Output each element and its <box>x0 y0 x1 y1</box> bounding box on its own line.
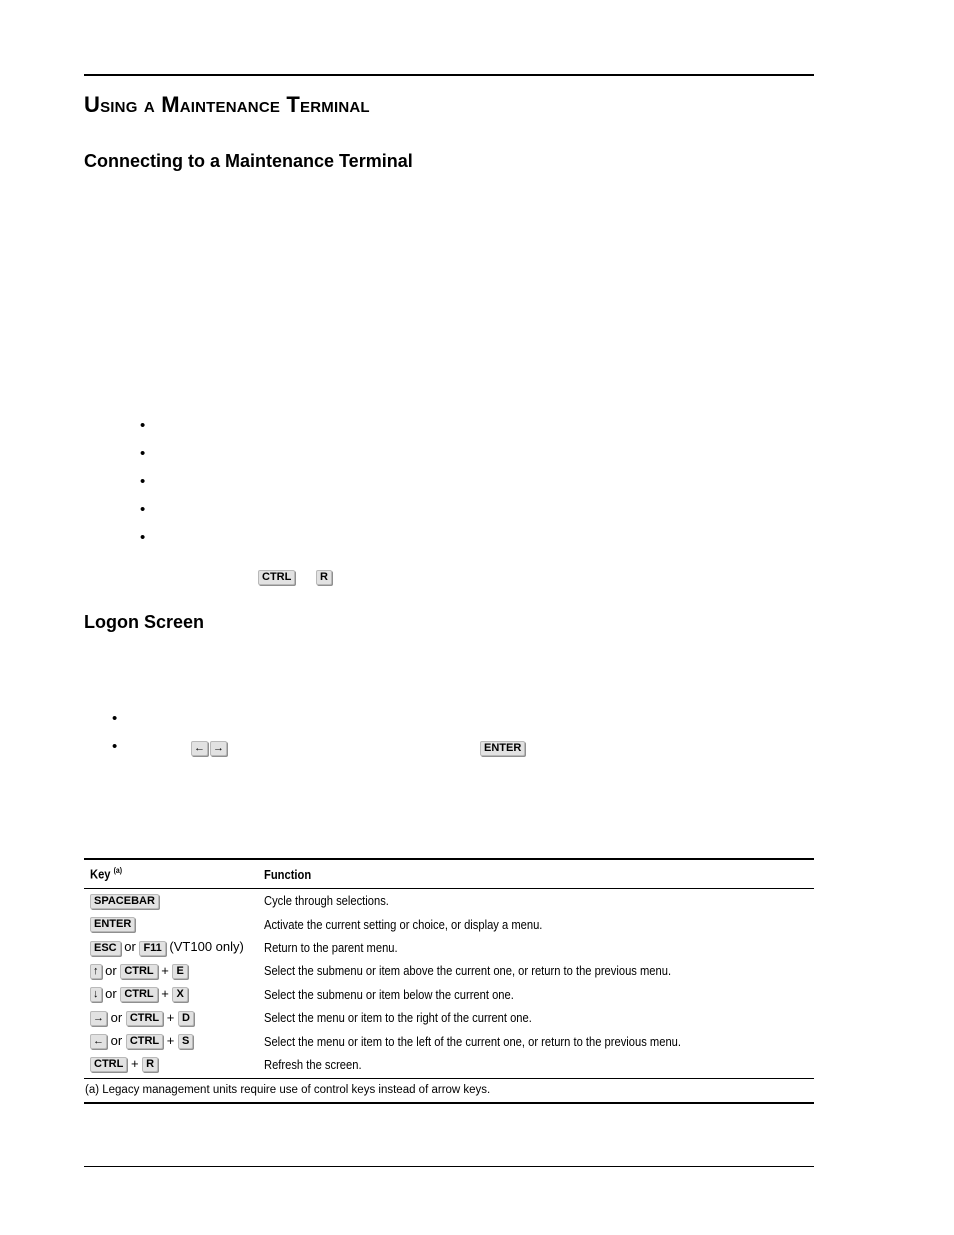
up-arrow-key: ↑ <box>90 964 102 979</box>
ctrl-key: CTRL <box>120 987 157 1002</box>
table-row <box>84 1053 814 1076</box>
plus-text: + <box>161 962 169 978</box>
ctrl-key: CTRL <box>120 964 157 979</box>
bullet-5: • <box>140 529 146 546</box>
enter-key: ENTER <box>90 917 135 932</box>
function-text: Cycle through selections. <box>264 893 389 909</box>
key-table <box>84 860 814 1076</box>
vt100-note: (VT100 only) <box>169 939 244 955</box>
table-row <box>84 936 814 959</box>
enter-key: ENTER <box>480 741 525 756</box>
function-text: Refresh the screen. <box>264 1056 362 1072</box>
table-row <box>84 1006 814 1029</box>
r-key: R <box>142 1057 158 1072</box>
section-title-connecting: Connecting to a Maintenance Terminal <box>84 151 413 171</box>
right-arrow-key: → <box>90 1011 107 1026</box>
or-text: or <box>110 1009 123 1025</box>
table-row <box>84 983 814 1006</box>
esc-key: ESC <box>90 941 121 956</box>
plus-text: + <box>166 1009 175 1025</box>
logon-bullet-2: • <box>112 738 118 755</box>
function-text: Select the submenu or item above the current one, or return to the previous menu. <box>264 963 672 979</box>
or-text: or <box>105 962 117 978</box>
down-arrow-key: ↓ <box>90 987 102 1002</box>
key-footnote-ref: (a) <box>113 866 123 876</box>
bullet-3: • <box>140 473 146 490</box>
table-header-row <box>84 860 814 889</box>
s-key: S <box>178 1034 193 1049</box>
function-text: Select the menu or item to the right of the current one. <box>264 1010 532 1026</box>
logon-bullet-1: • <box>112 710 118 727</box>
function-text: Select the menu or item to the left of the current one, or return to the previous menu. <box>264 1033 681 1049</box>
or-text: or <box>110 1033 123 1048</box>
plus-text: + <box>166 1033 175 1048</box>
left-arrow-key: ← <box>90 1034 107 1049</box>
ctrl-key: CTRL <box>258 570 295 585</box>
table-row <box>84 889 814 913</box>
page-title: Using a Maintenance Terminal <box>84 92 370 117</box>
table-row <box>84 1029 814 1052</box>
f11-key: F11 <box>139 941 165 956</box>
footer-rule <box>84 1166 814 1167</box>
section-title-logon: Logon Screen <box>84 612 205 632</box>
bullet-1: • <box>140 417 146 434</box>
function-text: Select the submenu or item below the current one. <box>264 986 514 1002</box>
table-row <box>84 912 814 935</box>
x-key: X <box>172 987 187 1002</box>
or-text: or <box>105 986 117 1002</box>
r-key: R <box>316 570 332 585</box>
ctrl-key: CTRL <box>126 1011 163 1026</box>
ctrl-key: CTRL <box>90 1057 127 1072</box>
key-column-header: Key $^{(a)}$ <box>84 860 258 889</box>
or-text: or <box>124 939 136 955</box>
d-key: D <box>178 1011 194 1026</box>
plus-text: + <box>130 1056 139 1072</box>
ctrl-key: CTRL <box>126 1034 163 1049</box>
table-bottom-rule <box>84 1102 814 1104</box>
function-text: Return to the parent menu. <box>264 939 398 955</box>
bullet-4: • <box>140 501 146 518</box>
e-key: E <box>172 964 187 979</box>
function-text: Activate the current setting or choice, or display a menu. <box>264 916 543 932</box>
left-arrow-key: ← <box>191 741 208 756</box>
function-column-header: Function <box>258 860 814 889</box>
table-row <box>84 959 814 982</box>
table-footnote: (a) Legacy management units require use of control keys instead of arrow keys. <box>85 1084 491 1097</box>
key-function-table <box>84 858 814 1104</box>
right-arrow-key: → <box>210 741 227 756</box>
spacebar-key: SPACEBAR <box>90 894 159 909</box>
header-rule <box>84 74 814 76</box>
plus-text: + <box>161 986 169 1002</box>
bullet-2: • <box>140 445 146 462</box>
